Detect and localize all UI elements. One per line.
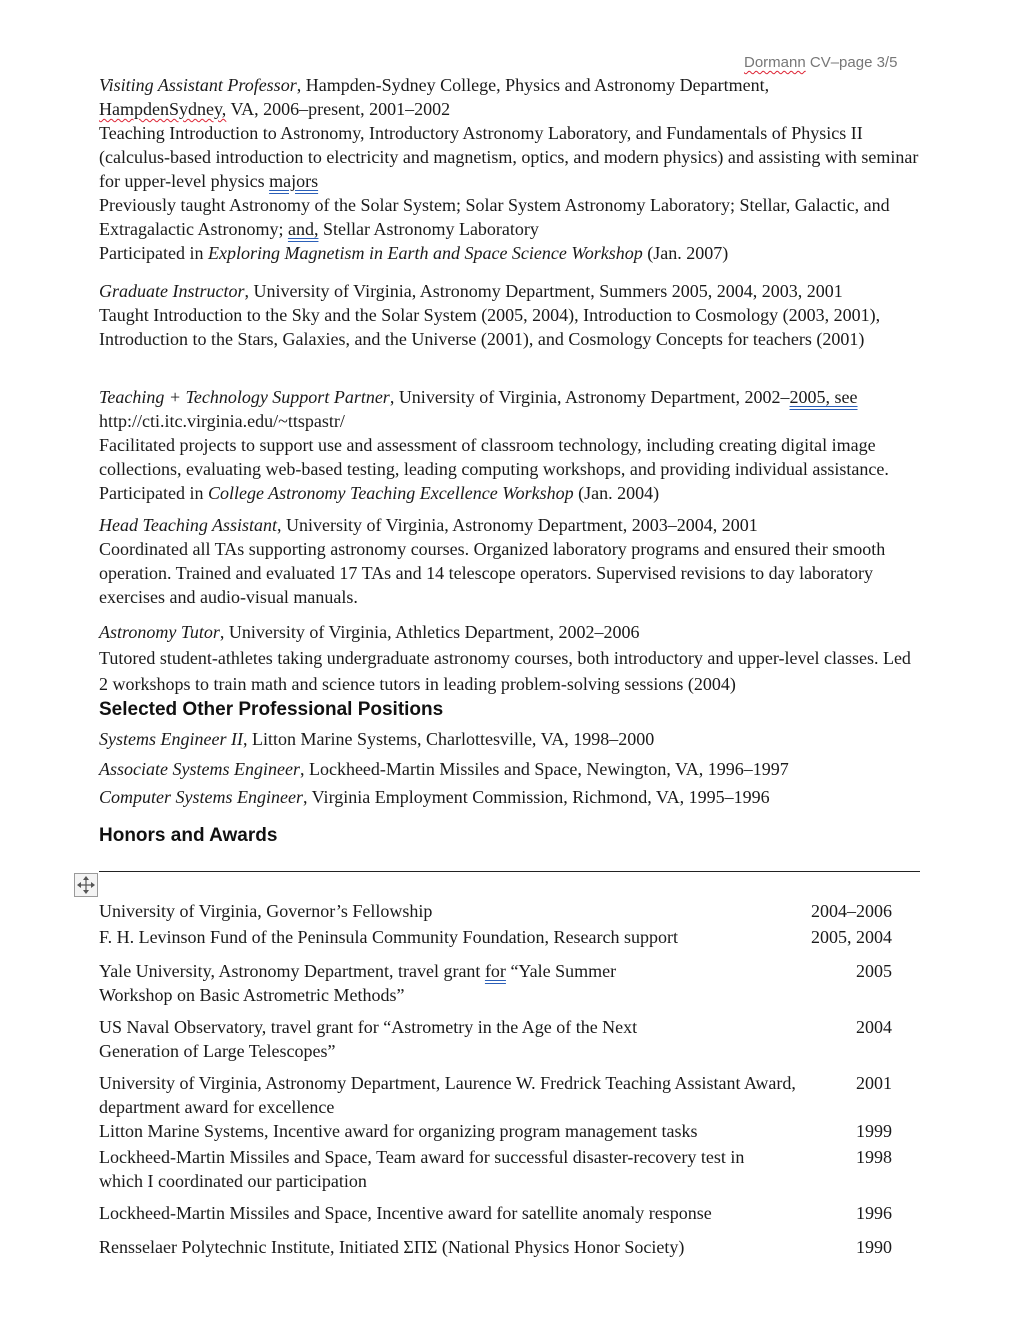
entry-body: Facilitated projects to support use and assessment of classroom technology, including creating digital image collections, evaluating web-based testing, leading computing workshops, and providing individual assistance. Participated in [99,435,889,503]
award-year: 2005, 2004 [811,927,892,947]
entry-visiting-professor [99,73,919,265]
table-move-handle[interactable] [74,873,98,897]
award-year: 1996 [856,1203,892,1223]
entry-tech-support-partner [99,385,919,505]
entry-body-flag: majors [269,171,319,191]
award-text: Rensselaer Polytechnic Institute, Initiated ΣΠΣ (National Physics Honor Society) [99,1237,685,1257]
entry-detail-flag: 2005, see [789,387,858,407]
entry-body: Stellar Astronomy Laboratory [318,219,539,239]
entry-detail: , University of Virginia, Athletics Department, 2002–2006 [219,622,640,642]
entry-body: Coordinated all TAs supporting astronomy courses. Organized laboratory programs and ensured their smooth operation. Trained and evaluated 17 TAs and 14 telescope operators. Supervised revisions to day laboratory exercises and audio-visual manuals. [99,539,886,607]
position-detail: , Lockheed-Martin Missiles and Space, Newington, VA, 1996–1997 [299,759,789,779]
move-arrows-icon [75,874,97,896]
section-heading-other-positions: Selected Other Professional Positions [99,699,444,720]
award-text: Litton Marine Systems, Incentive award for organizing program management tasks [99,1121,698,1141]
position-item [99,785,919,809]
award-text: US Naval Observatory, travel grant for “Astrometry in the Age of the Next Generation of Large Telescopes” [99,1017,638,1061]
entry-body: Taught Introduction to the Sky and the Solar System (2005, 2004), Introduction to Cosmology (2003, 2001), Introduction to the Stars, Galaxies, and the Universe (2001), and Cosmology Concepts for teachers (2001) [99,305,881,349]
entry-body-flag: and, [287,219,319,239]
entry-body: Teaching Introduction to Astronomy, Introductory Astronomy Laboratory, and Fundamentals of Physics II (calculus-based introduction to electricity and magnetism, optics, and modern physics) and assisting with seminar for upper-level physics [99,123,919,191]
award-text: F. H. Levinson Fund of the Peninsula Community Foundation, Research support [99,927,679,947]
award-text-flag: for [484,961,506,981]
entry-body: Previously taught Astronomy of the Solar System; Solar System Astronomy Laboratory; Stellar, Galactic, and Extragalactic Astronomy; [99,195,890,239]
entry-title: Head Teaching Assistant [99,515,278,535]
entry-title: Visiting Assistant Professor [99,75,297,95]
entry-body: (Jan. 2004) [573,483,660,503]
header-page-label: CV–page 3/5 [805,54,898,71]
entry-url[interactable]: http://cti.itc.virginia.edu/~ttspastr/ [99,411,345,431]
position-detail: , Litton Marine Systems, Charlottesville, VA, 1998–2000 [242,729,655,749]
position-title: Systems Engineer II [99,729,243,749]
award-year: 2005 [856,961,892,981]
entry-body-italic: Exploring Magnetism in Earth and Space Science Workshop [207,243,643,263]
entry-title: Astronomy Tutor [99,622,220,642]
award-text: University of Virginia, Governor’s Fellowship [99,901,433,921]
entry-body: Tutored student-athletes taking undergraduate astronomy courses, both introductory and upper-level classes. Led 2 workshops to train math and science tutors in leading problem-solving sessions (2004) [99,648,911,694]
entry-body: (Jan. 2007) [642,243,729,263]
award-text [99,959,619,1007]
entry-detail: , University of Virginia, Astronomy Department, 2003–2004, 2001 [277,515,758,535]
page-header [744,54,897,71]
header-name: Dormann [744,54,806,71]
award-text: Lockheed-Martin Missiles and Space, Team award for successful disaster-recovery test in which I coordinated our participation [99,1147,745,1191]
award-year: 1999 [856,1121,892,1141]
section-divider [99,871,920,872]
position-detail: , Virginia Employment Commission, Richmond, VA, 1995–1996 [302,787,770,807]
entry-head-ta [99,513,919,609]
position-title: Computer Systems Engineer [99,787,303,807]
section-heading-honors: Honors and Awards [99,825,278,846]
entry-place: HampdenSydney, [99,99,227,119]
entry-astronomy-tutor [99,619,919,697]
award-text-part: “Yale Summer Workshop on Basic Astrometric Methods” [99,961,617,1005]
entry-detail: , University of Virginia, Astronomy Department, Summers 2005, 2004, 2003, 2001 [244,281,843,301]
entry-body-italic: College Astronomy Teaching Excellence Workshop [207,483,574,503]
award-text-part: Yale University, Astronomy Department, travel grant [99,961,485,981]
entry-title: Teaching + Technology Support Partner [99,387,390,407]
award-year: 2004–2006 [811,901,892,921]
position-item [99,757,919,781]
award-text: University of Virginia, Astronomy Department, Laurence W. Fredrick Teaching Assistant Award, department award for excellence [99,1073,796,1117]
award-year: 1990 [856,1237,892,1257]
entry-detail: , Hampden-Sydney College, Physics and Astronomy Department, [296,75,770,95]
award-year: 2001 [856,1073,892,1093]
entry-title: Graduate Instructor [99,281,245,301]
award-text: Lockheed-Martin Missiles and Space, Incentive award for satellite anomaly response [99,1203,712,1223]
position-title: Associate Systems Engineer [99,759,300,779]
position-item [99,727,919,751]
entry-detail: VA, 2006–present, 2001–2002 [226,99,451,119]
entry-graduate-instructor [99,279,919,351]
entry-detail: , University of Virginia, Astronomy Department, 2002– [389,387,790,407]
entry-body: Participated in [99,243,208,263]
award-year: 2004 [856,1017,892,1037]
award-year: 1998 [856,1147,892,1167]
